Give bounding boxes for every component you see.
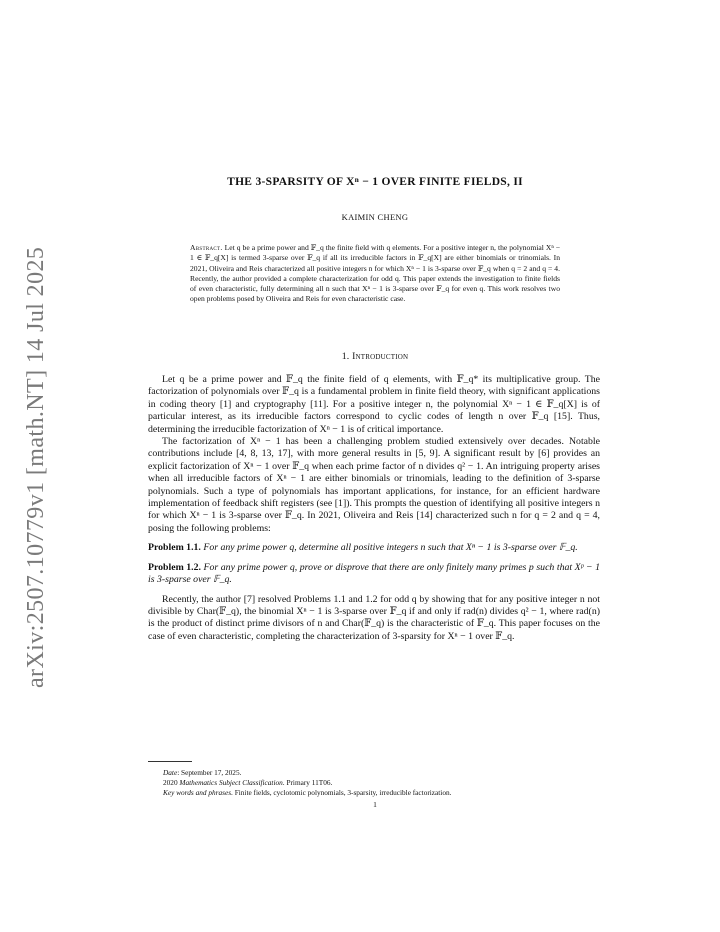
problem-text: For any prime power q, prove or disprove that there are only finitely many primes p such that Xᵖ − 1 is 3-sparse over 𝔽_q. xyxy=(148,561,600,586)
msc-value: . Primary 11T06. xyxy=(282,778,333,788)
problem-label: Problem 1.1. xyxy=(148,542,201,554)
section-title: Introduction xyxy=(352,351,409,362)
paragraph: The factorization of Xⁿ − 1 has been a challenging problem studied extensively over decades. Notable contributions include [4, 8, 13, 17], with more general results in [5, 9]. A significant result by [6] provides an explicit factorization of Xⁿ − 1 over 𝔽_q when each prime factor of n divides q² − 1. An intriguing property arises when all irreducible factors of Xⁿ − 1 are either binomials or trinomials, leading to the definition of 3-sparse polynomials. Such a type of polynomials has important applications, for instance, for an efficient hardware implementation of feedback shift registers (see [1]). This prompts the question of identifying all positive integers n for which Xⁿ − 1 is 3-sparse over 𝔽_q. In 2021, Oliveira and Reis [14] characterized such n for q = 2 and q = 4, posing the following problems: xyxy=(148,436,600,534)
msc-prefix: 2020 xyxy=(163,778,180,788)
paper-title: THE 3-SPARSITY OF Xⁿ − 1 OVER FINITE FIELDS, II xyxy=(227,176,523,188)
paragraph: Recently, the author [7] resolved Problems 1.1 and 1.2 for odd q by showing that for any positive integer n not divisible by Char(𝔽_q), the binomial Xⁿ − 1 is 3-sparse over 𝔽_q if and only if rad(n) divides q² − 1, where rad(n) is the product of distinct prime divisors of n and Char(𝔽_q) is the characteristic of 𝔽_q. This paper focuses on the case of even characteristic, completing the characterization of 3-sparsity for Xⁿ − 1 over 𝔽_q. xyxy=(148,593,600,642)
abstract-text: Let q be a prime power and 𝔽_q the finite field with q elements. For a positive integer n, the polynomial Xⁿ − 1 ∈ 𝔽_q[X] is termed 3-sparse over 𝔽_q if all its irreducible factors in 𝔽_q[X] are either binomials or trinomials. In 2021, Oliveira and Reis characterized all positive integers n for which Xⁿ − 1 is 3-sparse over 𝔽_q when q = 2 and q = 4. Recently, the author provided a complete characterization for odd q. This paper extends the investigation to finite fields of even characteristic, fully determining all n such that Xⁿ − 1 is 3-sparse over 𝔽_q for even q. This work resolves two open problems posed by Oliveira and Reis for even characteristic case. xyxy=(190,243,561,304)
body-text xyxy=(148,374,600,643)
abstract xyxy=(190,243,560,305)
date-value: : September 17, 2025. xyxy=(177,768,242,777)
footnote-msc xyxy=(163,778,600,788)
problem-1-1 xyxy=(148,542,600,554)
page-number: 1 xyxy=(373,800,377,809)
abstract-label: Abstract. xyxy=(190,243,223,252)
problem-text: For any prime power q, determine all positive integers n such that Xⁿ − 1 is 3-sparse over 𝔽_q. xyxy=(203,542,578,554)
arxiv-identifier: arXiv:2507.10779v1 [math.NT] 14 Jul 2025 xyxy=(23,246,49,688)
keywords-label: Key words and phrases xyxy=(163,788,232,798)
author-name: KAIMIN CHENG xyxy=(341,212,409,222)
section-number: 1. xyxy=(341,351,350,362)
msc-label: Mathematics Subject Classification xyxy=(179,778,283,788)
paragraph: Let q be a prime power and 𝔽_q the finite field of q elements, with 𝔽_q* its multiplicative group. The factorization of polynomials over 𝔽_q is a fundamental problem in finite field theory, with significant applications in coding theory [1] and cryptography [11]. For a positive integer n, the polynomial Xⁿ − 1 ∈ 𝔽_q[X] is of particular interest, as its irreducible factors correspond to cyclic codes of length n over 𝔽_q [15]. Thus, determining the irreducible factorization of Xⁿ − 1 is of critical importance. xyxy=(148,374,600,435)
keywords-value: . Finite fields, cyclotomic polynomials, 3-sparsity, irreducible factorization. xyxy=(231,788,452,798)
section-heading xyxy=(150,351,600,362)
footnote-date xyxy=(163,768,600,778)
footnotes xyxy=(163,768,600,799)
footnote-keywords xyxy=(163,788,600,798)
problem-1-2 xyxy=(148,562,600,587)
problem-label: Problem 1.2. xyxy=(148,561,201,573)
footnote-rule xyxy=(148,761,192,762)
date-label: Date xyxy=(163,768,178,777)
